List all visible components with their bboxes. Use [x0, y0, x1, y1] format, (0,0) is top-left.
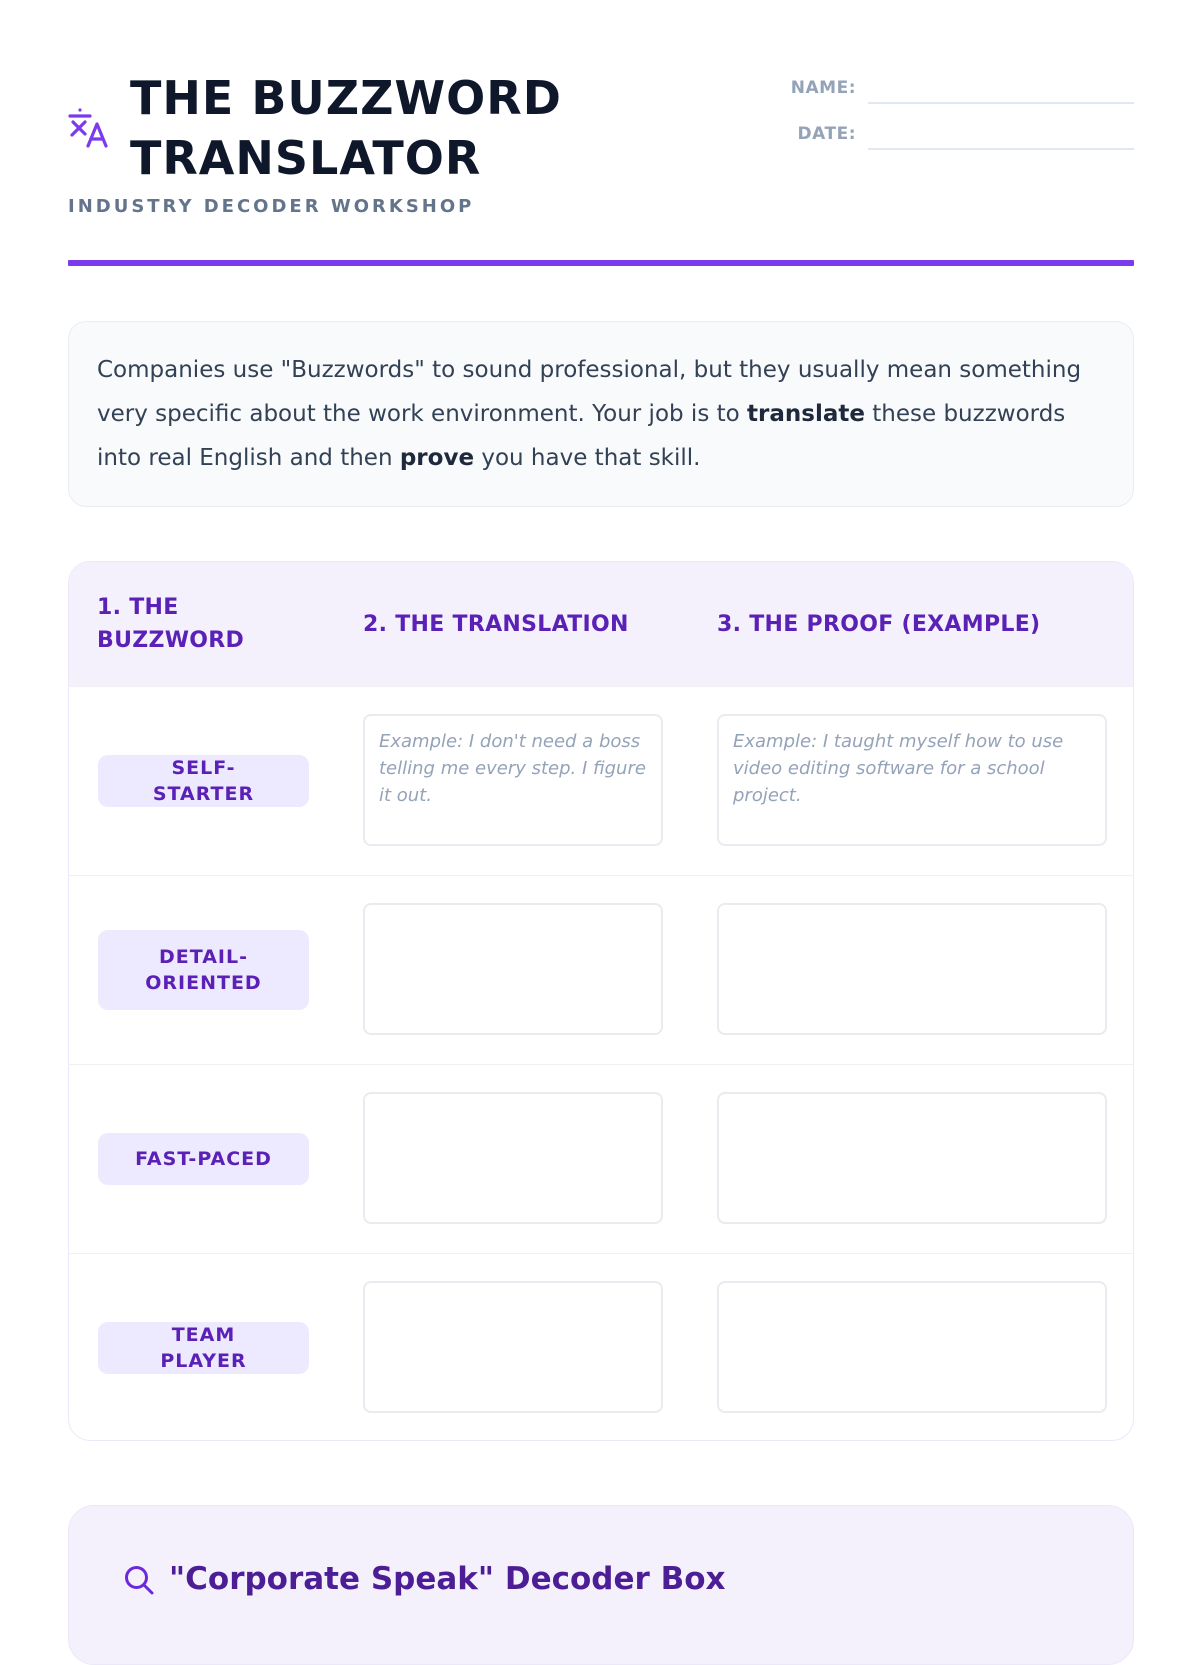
table-row [69, 686, 1133, 875]
decoder-box [68, 1505, 1134, 1665]
intro-box [68, 321, 1134, 507]
intro-bold-prove: prove [399, 445, 475, 471]
buzzword-tag: FAST-PACED [98, 1133, 309, 1185]
date-field[interactable] [774, 116, 1134, 150]
proof-input[interactable] [717, 903, 1107, 1035]
intro-bold-translate: translate [747, 401, 865, 427]
header-proof: 3. THE PROOF (EXAMPLE) [717, 611, 1041, 637]
table-row [69, 875, 1133, 1064]
intro-text-2: these buzzwords into real English and then [97, 401, 1066, 471]
name-line[interactable] [868, 102, 1134, 104]
intro-text-3: you have that skill. [474, 445, 701, 471]
intro-text-1: Companies use "Buzzwords" to sound professional, but they usually mean something very specific about the work environment. Your job is to [97, 357, 1082, 427]
header-divider [68, 260, 1134, 266]
date-label: DATE: [797, 124, 856, 144]
title-line-1: THE BUZZWORD [130, 71, 562, 125]
date-line[interactable] [868, 148, 1134, 150]
name-label: NAME: [790, 78, 856, 98]
translation-input[interactable]: Example: I don't need a boss telling me every step. I figure it out. [363, 714, 663, 846]
header [68, 60, 1134, 217]
proof-input[interactable] [717, 1092, 1107, 1224]
page-title [130, 68, 562, 188]
translation-input[interactable] [363, 1281, 663, 1413]
name-field[interactable] [774, 70, 1134, 104]
header-buzzword: 1. THE BUZZWORD [97, 595, 245, 653]
search-icon [123, 1564, 155, 1596]
page-subtitle: INDUSTRY DECODER WORKSHOP [68, 196, 475, 217]
proof-input[interactable] [717, 1281, 1107, 1413]
buzzword-tag: DETAIL-ORIENTED [98, 930, 309, 1010]
buzzword-table [68, 561, 1134, 1441]
title-line-2: TRANSLATOR [130, 131, 482, 185]
translation-input[interactable] [363, 1092, 663, 1224]
proof-input[interactable]: Example: I taught myself how to use video editing software for a school project. [717, 714, 1107, 846]
table-row [69, 1064, 1133, 1253]
translation-input[interactable] [363, 903, 663, 1035]
table-header [69, 562, 1133, 686]
buzzword-tag: SELF-STARTER [98, 755, 309, 807]
table-row [69, 1253, 1133, 1441]
buzzword-tag: TEAM PLAYER [98, 1322, 309, 1374]
header-translation: 2. THE TRANSLATION [363, 611, 629, 637]
decoder-title: "Corporate Speak" Decoder Box [169, 1561, 726, 1597]
translate-icon [68, 106, 110, 150]
